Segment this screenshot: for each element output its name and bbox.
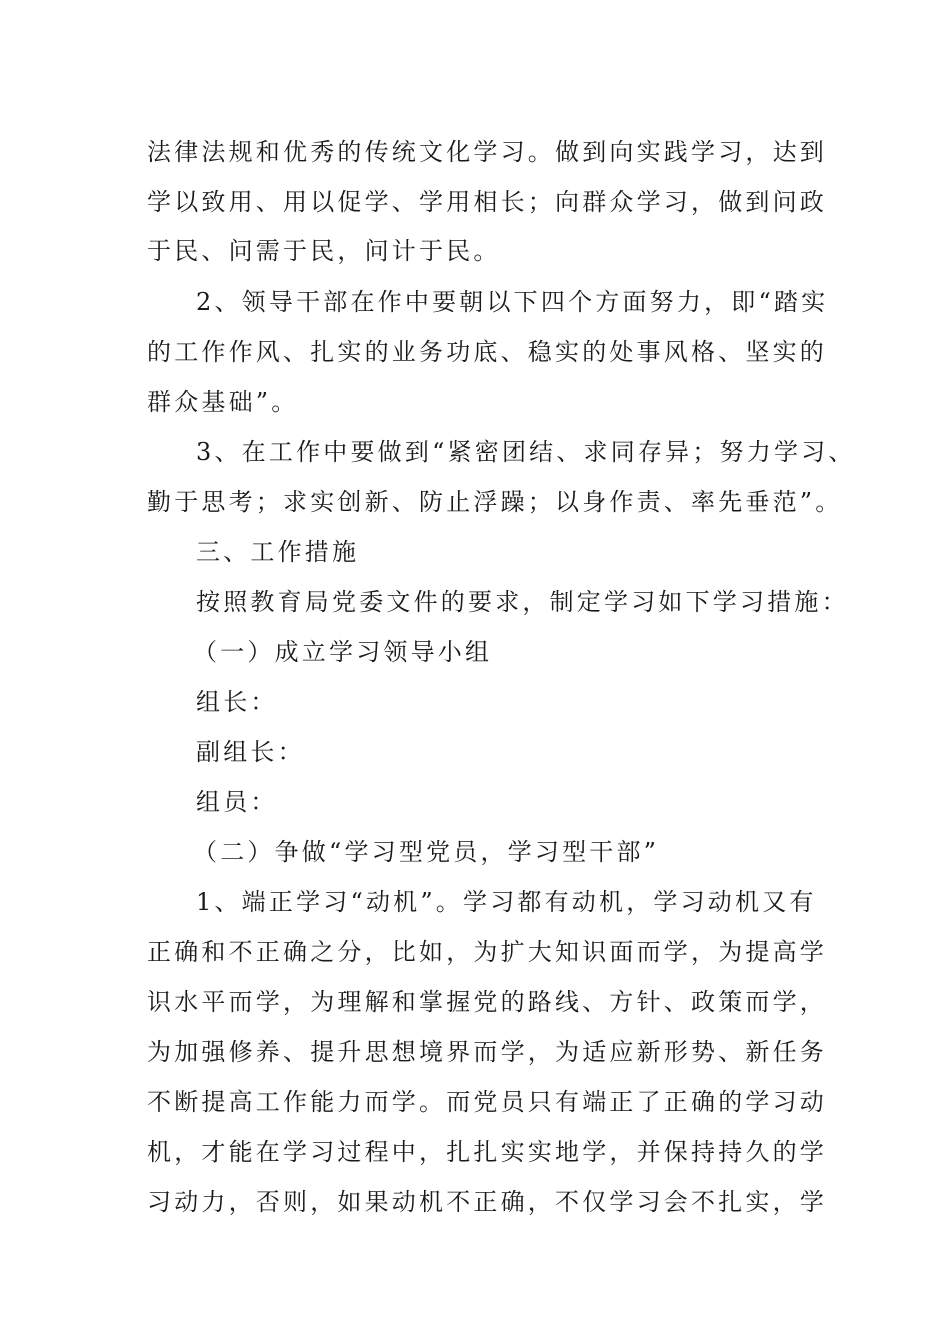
text-line: 按照教育局党委文件的要求，制定学习如下学习措施： xyxy=(196,588,849,616)
text-line: 组员： xyxy=(196,788,278,816)
text-line: 群众基础”。 xyxy=(147,388,299,416)
text-line: 机，才能在学习过程中，扎扎实实地学，并保持持久的学 xyxy=(147,1138,827,1166)
subsection-heading: （一）成立学习领导小组 xyxy=(193,638,493,666)
text-line: 1、端正学习“动机”。学习都有动机，学习动机又有 xyxy=(196,888,817,916)
text-line: 的工作作风、扎实的业务功底、稳实的处事风格、坚实的 xyxy=(147,338,827,366)
text-line: 副组长： xyxy=(196,738,305,766)
section-heading: 三、工作措施 xyxy=(196,538,360,566)
text-line: 学以致用、用以促学、学用相长；向群众学习，做到问政 xyxy=(147,188,827,216)
text-line: 组长： xyxy=(196,688,278,716)
text-line: 不断提高工作能力而学。而党员只有端正了正确的学习动 xyxy=(147,1088,827,1116)
text-line: 2、领导干部在作中要朝以下四个方面努力，即“踏实 xyxy=(196,288,829,316)
text-line: 为加强修养、提升思想境界而学，为适应新形势、新任务 xyxy=(147,1038,827,1066)
text-line: 于民、问需于民，问计于民。 xyxy=(147,237,501,265)
text-line: 正确和不正确之分，比如，为扩大知识面而学，为提高学 xyxy=(147,938,827,966)
text-line: 法律法规和优秀的传统文化学习。做到向实践学习，达到 xyxy=(147,138,827,166)
subsection-heading: （二）争做“学习型党员，学习型干部” xyxy=(193,838,660,866)
text-line: 3、在工作中要做到“紧密团结、求同存异；努力学习、 xyxy=(196,438,856,466)
text-line: 习动力，否则，如果动机不正确，不仅学习会不扎实，学 xyxy=(147,1188,827,1216)
text-line: 勤于思考；求实创新、防止浮躁；以身作责、率先垂范”。 xyxy=(147,488,843,516)
text-line: 识水平而学，为理解和掌握党的路线、方针、政策而学， xyxy=(147,988,827,1016)
